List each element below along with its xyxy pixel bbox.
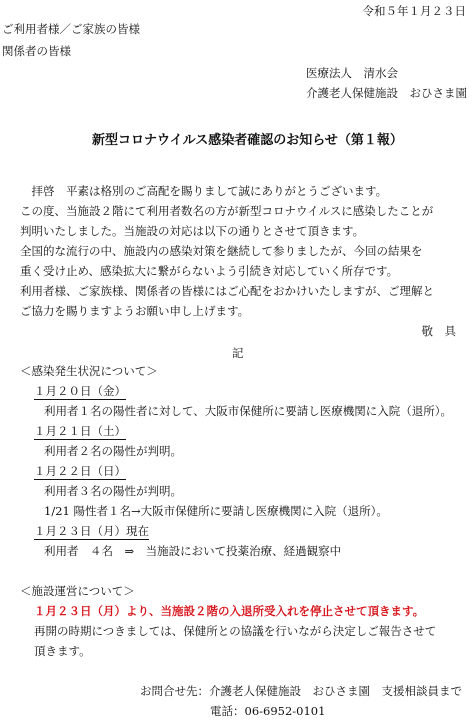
ki-marker: 記 [232, 346, 244, 360]
status-detail: 利用者２名の陽性が判明。 [44, 444, 182, 458]
status-date-0121: １月２１日（土） [34, 424, 126, 438]
sender-organization: 医療法人 清水会 [306, 66, 398, 80]
status-date-0123: １月２３日（月）現在 [34, 524, 149, 538]
document-date: 令和５年１月２３日 [362, 4, 466, 18]
body-line: この度、当施設２階にて利用者数名の方が新型コロナウイルスに感染したことが [20, 204, 434, 218]
body-line: 拝啓 平素は格別のご高配を賜りまして誠にありがとうございます。 [20, 184, 388, 198]
status-detail: 利用者３名の陽性が判明。 [44, 484, 182, 498]
contact-line: お問合せ先：介護老人保健施設 おひさま園 支援相談員まで [140, 684, 462, 698]
status-date-0122: １月２２日（日） [34, 464, 126, 478]
body-line: 利用者様、ご家族様、関係者の皆様にはご心配をおかけいたしますが、ご理解と [20, 284, 434, 298]
status-date-0120: １月２０日（金） [34, 384, 126, 398]
body-line: 全国的な流行の中、施設内の感染対策を継続して参りましたが、今回の結果を [20, 244, 423, 258]
status-detail: 利用者 ４名 ⇒ 当施設において投薬治療、経過観察中 [44, 544, 342, 558]
admission-suspension-notice: １月２３日（月）より、当施設２階の入退所受入れを停止させて頂きます。 [34, 604, 425, 618]
body-line: ご協力を賜りますようお願い申し上げます。 [20, 304, 250, 318]
recipient-line-1: ご利用者様／ご家族の皆様 [2, 22, 140, 36]
notice-title: 新型コロナウイルス感染者確認のお知らせ（第１報） [92, 133, 403, 148]
body-line: 判明いたしました。当施設の対応は以下の通りとさせて頂きます。 [20, 224, 365, 238]
closing-keigu: 敬 具 [421, 324, 456, 338]
status-heading: ＜感染発生状況について＞ [20, 364, 158, 378]
contact-phone: 電話：06-6952-0101 [210, 704, 326, 718]
operation-line: 頂きます。 [34, 644, 91, 658]
recipient-line-2: 関係者の皆様 [2, 44, 71, 58]
operation-heading: ＜施設運営について＞ [20, 584, 135, 598]
status-detail: 1/21 陽性者１名→大阪市保健所に要請し医療機関に入院（退所）。 [44, 504, 388, 518]
operation-line: 再開の時期につきましては、保健所との協議を行いながら決定しご報告させて [34, 624, 437, 638]
body-line: 重く受け止め、感染拡大に繋がらないよう引続き対応していく所存です。 [20, 264, 399, 278]
sender-facility: 介護老人保健施設 おひさま園 [306, 86, 467, 100]
status-detail: 利用者１名の陽性者に対して、大阪市保健所に要請し医療機関に入院（退所）。 [44, 404, 453, 418]
